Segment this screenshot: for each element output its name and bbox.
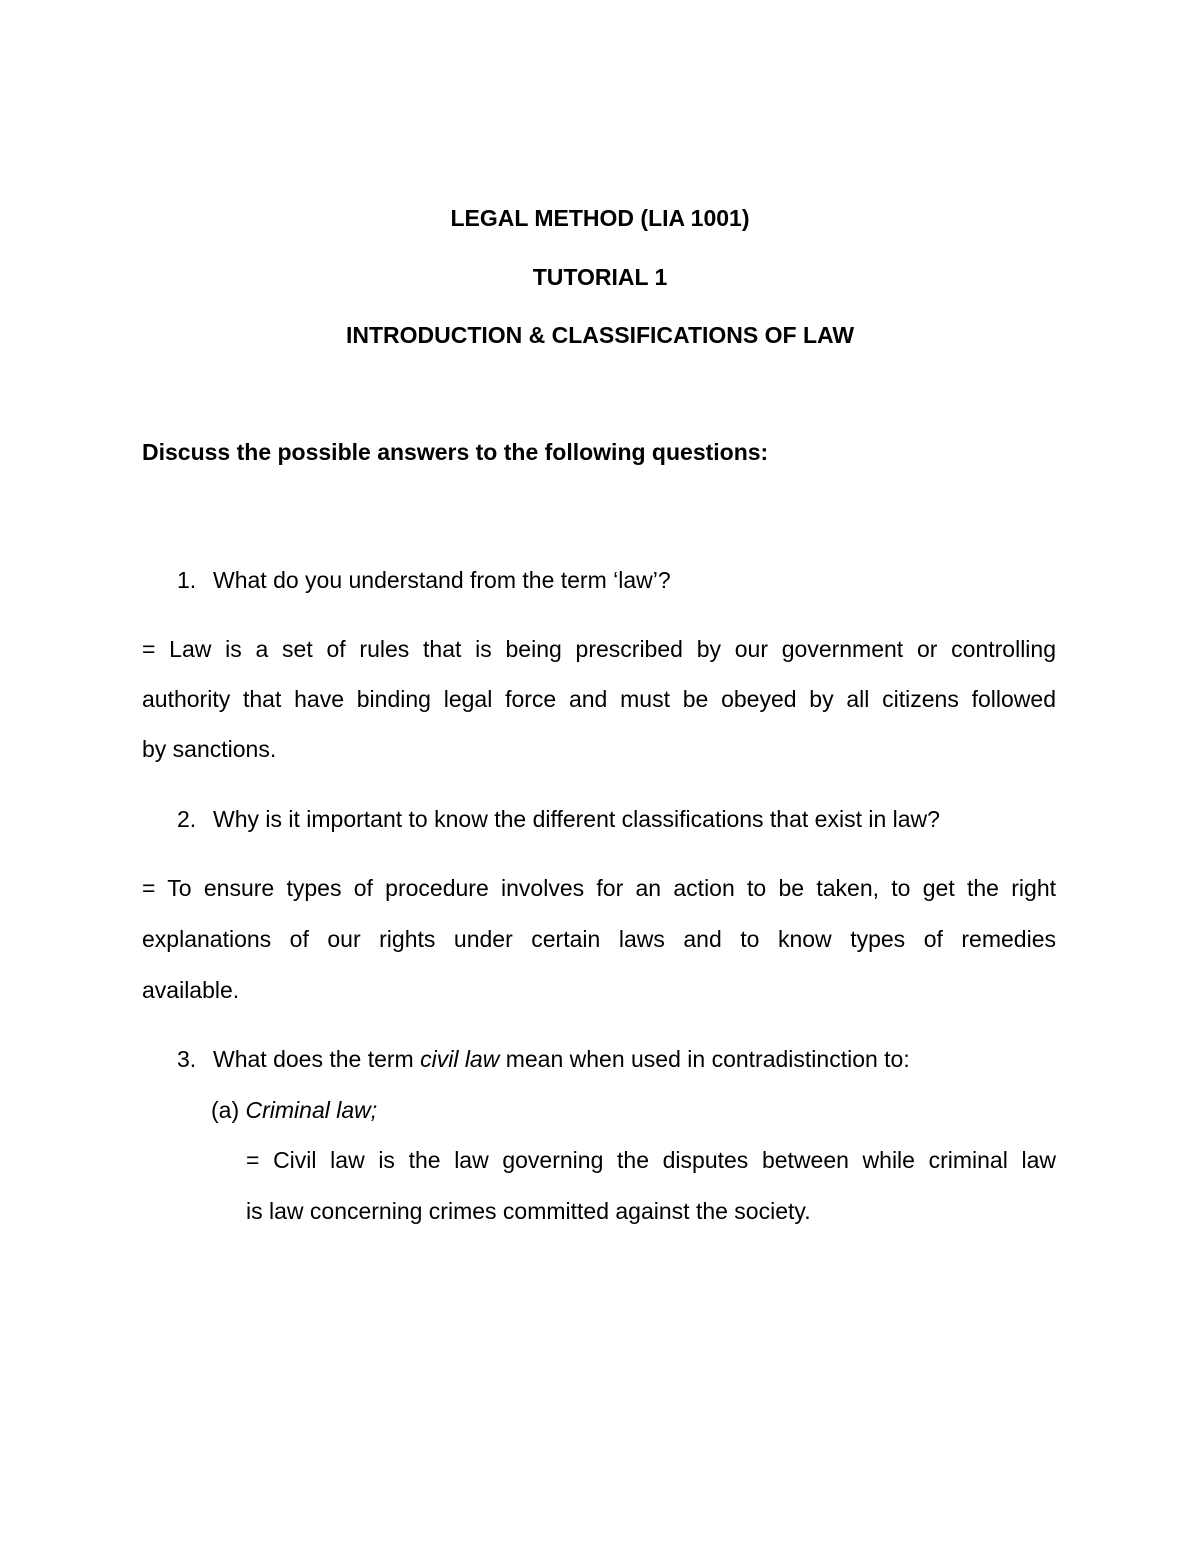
question-3-text: [213, 1044, 910, 1074]
question-3a-prefix: (a): [211, 1097, 246, 1123]
tutorial-title: TUTORIAL 1: [532, 264, 668, 290]
topic-title: INTRODUCTION & CLASSIFICATIONS OF LAW: [345, 322, 855, 348]
answer-2-line-3: available.: [142, 977, 240, 1003]
question-3-text-after: mean when used in contradistinction to:: [499, 1046, 910, 1072]
question-3-text-before: What does the term: [213, 1046, 421, 1072]
question-3-italic-term: civil law: [420, 1046, 500, 1072]
question-2-text: Why is it important to know the different classifications that exist in law?: [213, 806, 940, 832]
course-title: LEGAL METHOD (LIA 1001): [450, 205, 750, 231]
question-3a-italic: Criminal law;: [245, 1097, 378, 1123]
question-1-text: What do you understand from the term ‘law’?: [213, 567, 671, 593]
answer-2-line-1: = To ensure types of procedure involves for an action to be taken, to get the right: [142, 875, 1056, 901]
question-2-number: 2.: [177, 806, 197, 832]
answer-1-line-2: authority that have binding legal force and must be obeyed by all citizens followed: [142, 686, 1056, 712]
answer-1-line-1: = Law is a set of rules that is being prescribed by our government or controlling: [142, 636, 1056, 662]
question-3a-label: [211, 1095, 377, 1125]
answer-2-line-2: explanations of our rights under certain laws and to know types of remedies: [142, 926, 1056, 952]
answer-3a-line-2: is law concerning crimes committed against the society.: [246, 1198, 811, 1224]
question-3-number: 3.: [177, 1046, 197, 1072]
answer-1-line-3: by sanctions.: [142, 736, 277, 762]
question-1-number: 1.: [177, 567, 197, 593]
instruction: Discuss the possible answers to the following questions:: [142, 439, 769, 465]
answer-3a-line-1: = Civil law is the law governing the disputes between while criminal law: [246, 1147, 1056, 1173]
